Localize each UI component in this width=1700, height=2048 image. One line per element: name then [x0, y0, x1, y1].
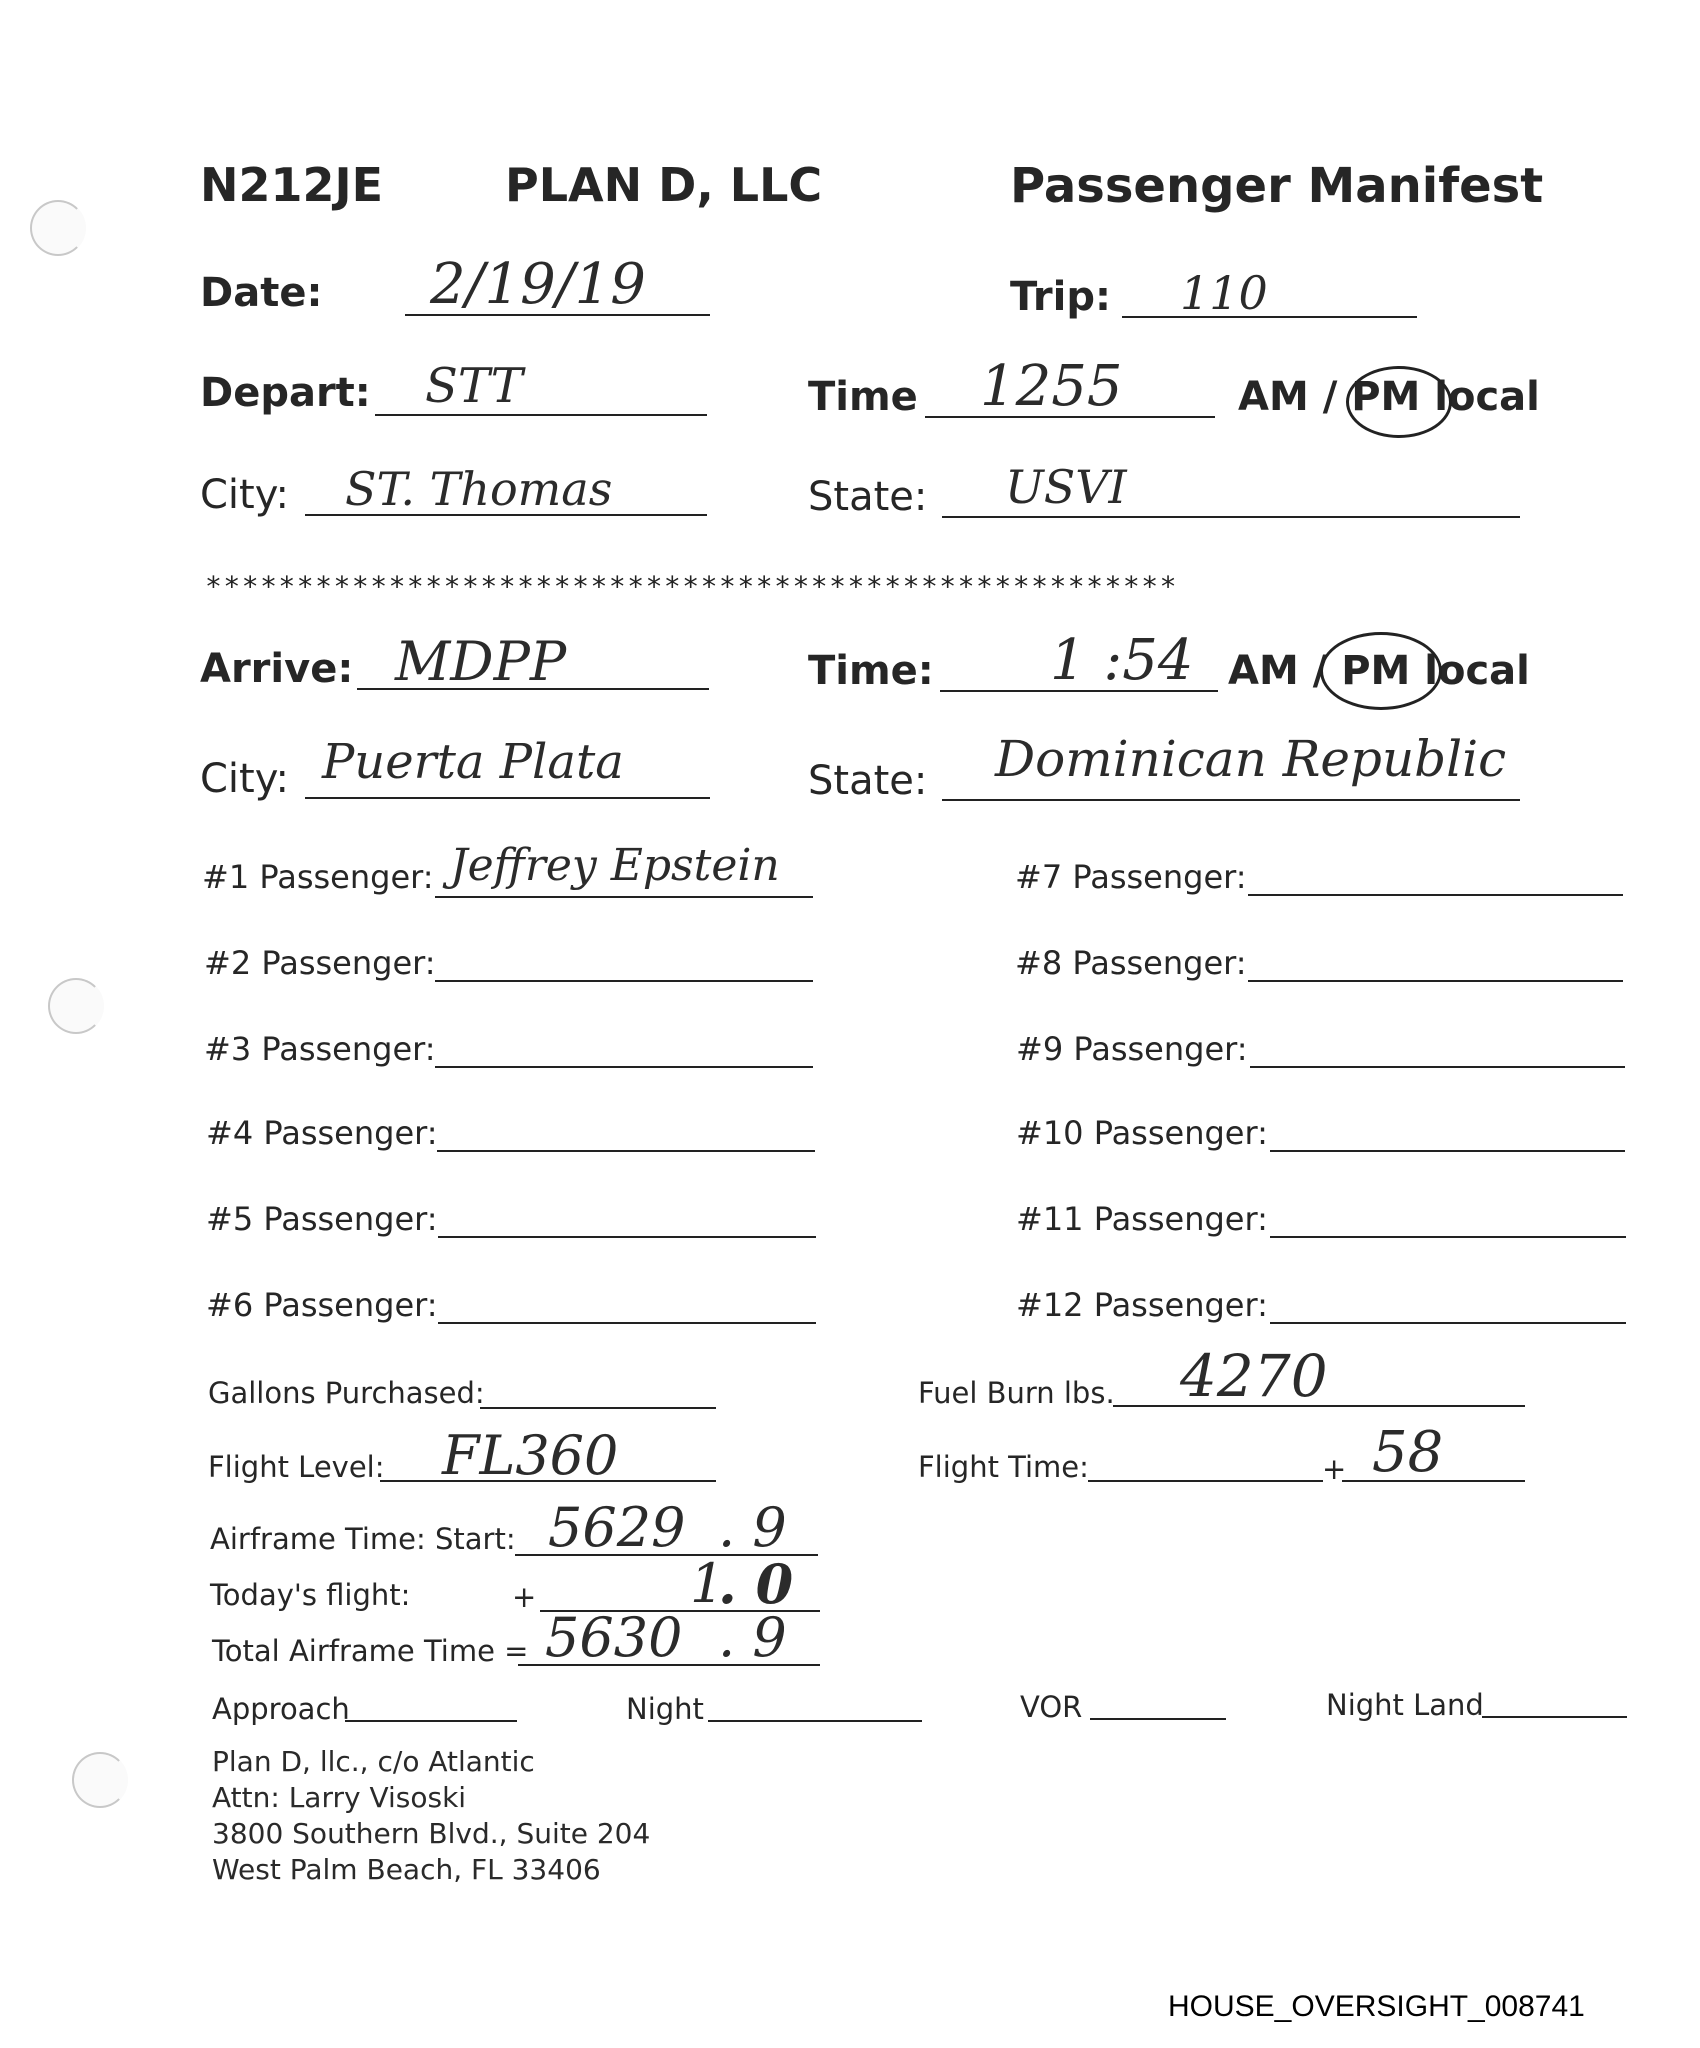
vor-line [1090, 1718, 1226, 1720]
flight-time-plus: + [1322, 1452, 1347, 1486]
passenger-11-label: #11 Passenger: [1016, 1200, 1268, 1238]
separator-asterisks: ***************************************************** [205, 570, 1178, 603]
airframe-start-label: Airframe Time: Start: [210, 1522, 516, 1556]
arrive-city-line [305, 797, 710, 799]
passenger-9-label: #9 Passenger: [1016, 1030, 1248, 1068]
gallons-line [480, 1407, 716, 1409]
passenger-6-line [438, 1322, 816, 1324]
address-block [212, 1744, 650, 1888]
arrive-state-label: State: [808, 758, 928, 804]
passenger-4-label: #4 Passenger: [206, 1114, 438, 1152]
flight-time-value: 58 [1372, 1420, 1444, 1485]
tail-number: N212JE [200, 158, 384, 212]
depart-value: STT [425, 358, 523, 414]
arrive-time-label: Time: [808, 648, 934, 694]
todays-flight-value: 1 [690, 1552, 725, 1615]
gallons-label: Gallons Purchased: [208, 1376, 485, 1410]
date-label: Date: [200, 270, 323, 316]
depart-state-line [942, 516, 1520, 518]
passenger-10-label: #10 Passenger: [1016, 1114, 1268, 1152]
arrive-value: MDPP [395, 630, 567, 693]
arrive-city-value: Puerta Plata [322, 734, 624, 790]
date-value: 2/19/19 [430, 252, 646, 317]
trip-value: 110 [1180, 266, 1268, 320]
passenger-11-line [1270, 1236, 1626, 1238]
passenger-1-line [435, 896, 813, 898]
depart-pm-circle [1346, 366, 1452, 438]
arrive-state-value: Dominican Republic [995, 730, 1507, 788]
passenger-5-label: #5 Passenger: [206, 1200, 438, 1238]
passenger-2-line [435, 980, 813, 982]
night-line [708, 1720, 922, 1722]
approach-label: Approach [212, 1692, 350, 1726]
night-land-line [1482, 1716, 1627, 1718]
flight-time-label: Flight Time: [918, 1450, 1089, 1484]
total-airframe-label: Total Airframe Time = [212, 1634, 529, 1668]
total-airframe-decimal: . 9 [718, 1606, 787, 1669]
passenger-2-label: #2 Passenger: [204, 944, 436, 982]
depart-ampm-label: AM / PM local [1238, 374, 1540, 420]
passenger-3-line [435, 1066, 813, 1068]
flight-level-label: Flight Level: [208, 1450, 385, 1484]
binder-hole-top [30, 200, 86, 256]
vor-label: VOR [1020, 1690, 1083, 1724]
passenger-12-label: #12 Passenger: [1016, 1286, 1268, 1324]
trip-label: Trip: [1010, 274, 1111, 320]
depart-label: Depart: [200, 370, 371, 416]
passenger-1-value: Jeffrey Epstein [450, 840, 780, 891]
trip-line [1122, 316, 1417, 318]
passenger-3-label: #3 Passenger: [204, 1030, 436, 1068]
flight-level-value: FL360 [442, 1424, 619, 1487]
depart-line [375, 414, 707, 416]
flight-time-line-1 [1088, 1480, 1323, 1482]
address-line-3: 3800 Southern Blvd., Suite 204 [212, 1817, 651, 1850]
address-line-2: Attn: Larry Visoski [212, 1781, 467, 1814]
passenger-12-line [1270, 1322, 1626, 1324]
todays-flight-label: Today's flight: [210, 1578, 411, 1612]
depart-time-label: Time [808, 374, 918, 420]
passenger-9-line [1250, 1066, 1625, 1068]
depart-city-label: City: [200, 472, 289, 518]
todays-flight-plus: + [512, 1580, 537, 1614]
fuel-burn-value: 4270 [1180, 1342, 1328, 1410]
arrive-city-label: City: [200, 756, 289, 802]
depart-state-label: State: [808, 474, 928, 520]
airframe-start-value: 5629 [548, 1496, 686, 1559]
depart-city-value: ST. Thomas [345, 462, 613, 516]
binder-hole-middle [48, 978, 104, 1034]
depart-state-value: USVI [1005, 460, 1127, 514]
fuel-burn-label: Fuel Burn lbs. [918, 1376, 1115, 1410]
passenger-7-line [1248, 894, 1623, 896]
binder-hole-bottom [72, 1752, 128, 1808]
company-name: PLAN D, LLC [505, 158, 823, 212]
approach-line [345, 1720, 517, 1722]
arrive-label: Arrive: [200, 646, 354, 692]
address-line-4: West Palm Beach, FL 33406 [212, 1853, 601, 1886]
passenger-5-line [438, 1236, 816, 1238]
night-label: Night [626, 1692, 704, 1726]
total-airframe-value: 5630 [545, 1606, 683, 1669]
night-land-label: Night Land [1326, 1688, 1484, 1722]
depart-time-value: 1255 [980, 354, 1123, 419]
arrive-state-line [942, 799, 1520, 801]
airframe-start-decimal: . 9 [718, 1496, 787, 1559]
passenger-8-line [1248, 980, 1623, 982]
passenger-7-label: #7 Passenger: [1015, 858, 1247, 896]
bates-number: HOUSE_OVERSIGHT_008741 [1168, 1990, 1585, 2023]
passenger-10-line [1270, 1150, 1625, 1152]
arrive-pm-circle [1320, 632, 1442, 710]
arrive-ampm-label: AM / PM local [1228, 648, 1530, 694]
todays-flight-decimal: . 0 [718, 1552, 794, 1616]
passenger-4-line [437, 1150, 815, 1152]
address-line-1: Plan D, llc., c/o Atlantic [212, 1745, 535, 1778]
document-title: Passenger Manifest [1010, 158, 1544, 214]
passenger-8-label: #8 Passenger: [1015, 944, 1247, 982]
passenger-1-label: #1 Passenger: [202, 858, 434, 896]
arrive-time-value: 1 :54 [1050, 628, 1194, 693]
passenger-6-label: #6 Passenger: [206, 1286, 438, 1324]
